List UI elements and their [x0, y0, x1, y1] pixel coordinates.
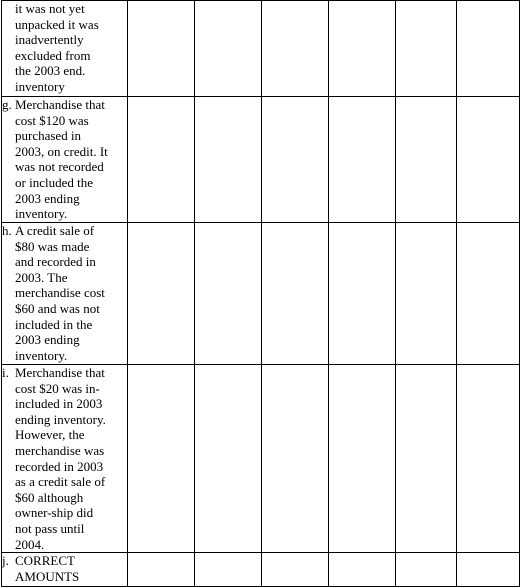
row-description-cell	[2, 1, 128, 97]
amount-cell[interactable]	[396, 553, 457, 587]
row-description-text: it was not yet unpacked it was inadvertently excluded from the 2003 end. inventory	[15, 1, 99, 94]
amount-cell[interactable]	[396, 365, 457, 553]
amount-cell[interactable]	[329, 553, 396, 587]
amount-cell[interactable]	[195, 553, 262, 587]
amount-cell[interactable]	[262, 553, 329, 587]
row-letter: g.	[2, 97, 12, 112]
amount-cell[interactable]	[195, 365, 262, 553]
amount-cell[interactable]	[329, 97, 396, 223]
amount-cell[interactable]	[262, 365, 329, 553]
amount-cell[interactable]	[262, 223, 329, 365]
table-row	[2, 553, 520, 587]
row-description-text: Merchandise that cost $20 was in- included in 2003 ending inventory. However, the merchandise was recorded in 2003 as a credit sale of $60 although owner-ship did not pass until 2004.	[15, 365, 106, 552]
amount-cell[interactable]	[128, 365, 195, 553]
table-row	[2, 223, 520, 365]
row-letter: h.	[2, 223, 12, 238]
row-description-cell	[2, 553, 128, 587]
amount-cell[interactable]	[329, 223, 396, 365]
row-description-text: CORRECT AMOUNTS	[15, 553, 80, 584]
amount-cell[interactable]	[128, 223, 195, 365]
amount-cell[interactable]	[128, 1, 195, 97]
row-description-cell	[2, 97, 128, 223]
row-description-cell	[2, 223, 128, 365]
amount-cell[interactable]	[396, 97, 457, 223]
amount-cell[interactable]	[128, 553, 195, 587]
table-row	[2, 97, 520, 223]
table-row	[2, 1, 520, 97]
amount-cell[interactable]	[128, 97, 195, 223]
table-row	[2, 365, 520, 553]
row-description-text: Merchandise that cost $120 was purchased in 2003, on credit. It was not recorded or included the 2003 ending inventory.	[15, 97, 108, 222]
amount-cell[interactable]	[457, 553, 520, 587]
amount-cell[interactable]	[396, 223, 457, 365]
adjustments-table	[1, 0, 520, 587]
row-letter	[2, 1, 15, 95]
amount-cell[interactable]	[195, 223, 262, 365]
amount-cell[interactable]	[262, 97, 329, 223]
amount-cell[interactable]	[457, 1, 520, 97]
amount-cell[interactable]	[195, 1, 262, 97]
amount-cell[interactable]	[457, 97, 520, 223]
row-description-text: A credit sale of $80 was made and recorded in 2003. The merchandise cost $60 and was not included in the 2003 ending inventory.	[15, 223, 105, 363]
amount-cell[interactable]	[329, 1, 396, 97]
amount-cell[interactable]	[457, 365, 520, 553]
row-letter: i.	[2, 365, 9, 380]
amount-cell[interactable]	[262, 1, 329, 97]
row-letter: j.	[2, 553, 9, 569]
amount-cell[interactable]	[195, 97, 262, 223]
amount-cell[interactable]	[396, 1, 457, 97]
row-description-cell	[2, 365, 128, 553]
amount-cell[interactable]	[329, 365, 396, 553]
amount-cell[interactable]	[457, 223, 520, 365]
